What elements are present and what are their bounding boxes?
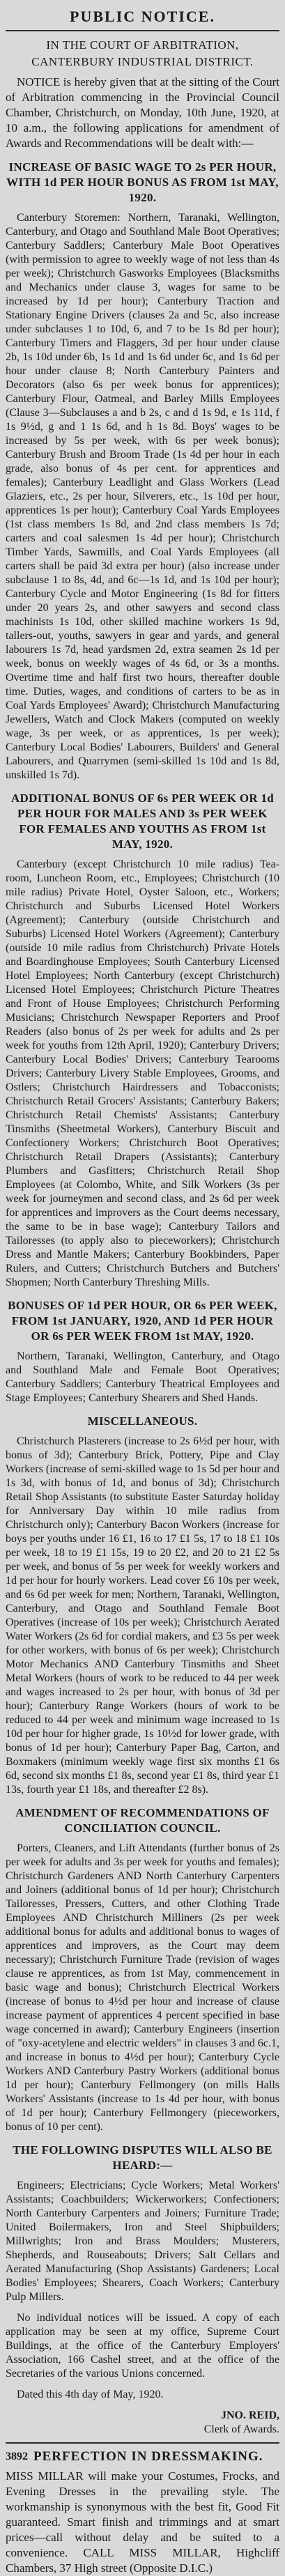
court-heading xyxy=(6,37,279,70)
advert-number: 3892 xyxy=(6,2451,28,2462)
dressmaking-advert xyxy=(6,2449,279,2576)
section-body: Northern, Taranaki, Wellington, Canterbury, and Otago and Southland Male and Female Boot Operatives; Canterbury Saddlers; Canterbury Theatrical Employees and Stage Employees; Canterbury Shearers and Shed Hands. xyxy=(6,1350,279,1404)
advert-title: PERFECTION IN DRESSMAKING. xyxy=(33,2449,263,2464)
signature-date: Dated this 4th day of May, 1920. xyxy=(17,2389,164,2400)
section-amendments xyxy=(6,1805,279,2134)
newspaper-column xyxy=(6,6,279,2575)
advert-body: MISS MILLAR will make your Costumes, Frocks, and Evening Dresses in the prevailing style. The workmanship is synonymous with the best fit, Good Fit guaranteed. Smart finish and trimmings and at smart prices—call without delay and be suited to a convenience. CALL MISS MILLAR, Highcliff Chambers, 37 High street (Opposite D.I.C.) xyxy=(6,2469,279,2575)
title-rule xyxy=(6,30,279,31)
signature-role: Clerk of Awards. xyxy=(203,2423,279,2435)
intro-paragraph: NOTICE is hereby given that at the sitting of the Court of Arbitration commencing in the Provincial Council Chamber, Christchurch, on Monday, 10th June, 1920, at 10 a.m., the following applications for amendment of Awards and Recommendations will be dealt with:— xyxy=(6,75,279,150)
section-body: Porters, Cleaners, and Lift Attendants (further bonus of 2s per week for adults and 3s per week for youths and females); Christchurch Gardeners AND North Canterbury Carpenters and Joiners (additional bonus of 1d per hour); Christchurch Tailoresses, Pressers, Cutters, and other Clothing Trade Employees AND Christchurch Milliners (2s per week additional bonus for adults and additional bonus to wages of apprentices and improvers, as the Court may deem necessary); Christchurch Furniture Trade (revision of wages clause re apprentices, as from 1st May, commencement in basic wage and bonus); Christchurch Electrical Workers (increase of bonus to 4½d per hour and increase of clause increase payment of apprentices 4 percent specified in base wage concerned in award); Canterbury Engineers (insertion of "oxy-acetylene and electric welders" in clauses 3 and 6c.1, and increase in bonus to 4½d per hour); Canterbury Cycle Workers AND Canterbury Pastry Workers (additional bonus 1d per hour); Canterbury Fellmongery (on mills Halls Workers' Assistants (increase to 1s 4d per hour, with bonus of 1d per hour); Canterbury Fellmongery (pieceworkers, bonus of 10 per cent). xyxy=(6,1842,279,2133)
signature-name: JNO. REID, xyxy=(220,2409,279,2421)
section-body: Canterbury (except Christchurch 10 mile radius) Tea-room, Luncheon Room, etc., Employees; Christchurch (10 mile radius) Private Hotel, Oyster Saloon, etc., Workers; Christchurch and Suburbs Licensed Hotel Workers (Agreement); Canterbury (outside Christchurch and Suburbs) Licensed Hotel Workers (Agreement); Canterbury (outside 10 mile radius from Christchurch) Private Hotels and Boardinghouse Employees; South Canterbury Licensed Hotel Employees; North Canterbury (except Christchurch) Licensed Hotel Employees; Christchurch Picture Theatres and Front of House Employees; Christchurch Performing Musicians; Christchurch Newspaper Reporters and Proof Readers (also bonus of 2s per week for adults and 2s per week for youths from 12th April, 1920); Canterbury Drivers; Canterbury Local Bodies' Drivers; Canterbury Tearooms Drivers; Canterbury Livery Stable Employees, Grooms, and Ostlers; Christchurch Hairdressers and Tobacconists; Christchurch Retail Grocers' Assistants; Canterbury Bakers; Christchurch Retail Chemists' Assistants; Canterbury Tinsmiths (Sheetmetal Workers), Canterbury Biscuit and Confectionery Workers; Christchurch Boot Operatives; Christchurch Retail Drapers (Assistants); Canterbury Plumbers and Gasfitters; Christchurch Retail Shop Employees (at Colombo, White, and Silk Workers (3s per week for journeymen and second class, and 2s 6d per week for apprentices and improvers as the Court deems necessary, the same to be in base wage); Canterbury Tailors and Tailoresses (to apply also to pieceworkers); Christchurch Dress and Mantle Makers; Canterbury Bookbinders, Paper Rulers, and Cutters; Christchurch Butchers and Butchers' Shopmen; North Canterbury Threshing Mills. xyxy=(6,858,279,1288)
section-body: Engineers; Electricians; Cycle Workers; Metal Workers' Assistants; Coachbuilders; Wickerworkers; Confectioners; North Canterbury Carpenters and Joiners; Furniture Trade; United Boilermakers, Iron and Steel Shipbuilders; Millwrights; Iron and Brass Moulders; Musterers, Shepherds, and Rouseabouts; Drivers; Salt Cellars and Aerated Manufacturing (Shop Assistants) Gardeners; Local Bodies' Employees; Shearers, Coach Workers; Canterbury Pulp Millers. xyxy=(6,2180,279,2303)
section-miscellaneous xyxy=(6,1414,279,1797)
section-body: Canterbury Storemen: Northern, Taranaki, Wellington, Canterbury, and Otago and Southland Male Boot Operatives; Canterbury Saddlers; Canterbury Male Boot Operatives (with permission to agree to weekly wage of not less than 4s per week); Christchurch Gasworks Employees (Blacksmiths and Mechanics under clause 3, wages for same to be increased by 1d per hour); Canterbury Traction and Stationary Engine Drivers (clauses 2a and 5c, also increase under subclauses 1 to 10d, 6, and 7 to be 1s 8d per hour); Canterbury Timers and Flaggers, 3d per hour under clause 2b, 1s 10d under 6b, 1s 1d and 1s 6d under 6c, and 1s 6d per hour under clause 8; North Canterbury Painters and Decorators (also 6s per week bonus for apprentices); Canterbury Flour, Oatmeal, and Barley Mills Employees (Clause 3—Subclauses a and b 2s, c and d 1s 9d, e 1s 11d, f 1s 9½d, g and 1 1s 6d, and h 1s 8d. Boys' wages to be increased by 5s per week, with 6s per week bonus); Canterbury Brush and Broom Trade (1s 4d per hour in each grade, also bonus of 4s per cent. for apprentices and females); Canterbury Leadlight and Glass Workers (Lead Glaziers, etc., 2s per hour, Silverers, etc., 1s 10d per hour, apprentices 1s per hour); Canterbury Coal Yards Employees (1st class members 1s 8d, and 2nd class members 1s 7d; carters and coal salesmen 1s 4d per hour); Christchurch Timber Yards, Sawmills, and Coal Yards Employees (all carters shall be paid 3d extra per hour) (also increase under subclause 1 to 8s, 4d, and 6c—1s 1d, and 1s 10d per hour); Canterbury Cycle and Motor Engineering (1s 8d for fitters under 20 years 2s, and other sawyers and second class machinists 1s 10d, other skilled machine workers 1s 9d, tallers-out, youths, sawyers in gear and yards, and general labourers 1s 7d, head yardsmen 2d, extra seamen 2s 1d per week, bonus on weekly wages of 4s 6d, or 3s a months. Overtime time and half first two hours, thereafter double time. Duties, wages, and conditions of carters to be as in Coal Yards Employees' Award); Christchurch Manufacturing Jewellers, Watch and Clock Makers (computed on weekly wage, 3s per week, or as apprentices, 1s per week); Canterbury Local Bodies' Labourers, Builders' and General Labourers, and Quarrymen (semi-skilled 1s 10d and 1s 8d, unskilled 1s 7d). xyxy=(6,212,279,781)
section-heading: AMENDMENT OF RECOMMENDATIONS OF CONCILIATION COUNCIL. xyxy=(15,1806,270,1835)
notice-title: PUBLIC NOTICE. xyxy=(70,8,215,25)
court-line-1: IN THE COURT OF ARBITRATION, xyxy=(46,38,239,52)
section-heading: THE FOLLOWING DISPUTES WILL ALSO BE HEARD:— xyxy=(13,2143,272,2172)
section-disputes xyxy=(6,2143,279,2304)
court-line-2: CANTERBURY INDUSTRIAL DISTRICT. xyxy=(31,55,254,68)
advert-header xyxy=(6,2449,279,2465)
signature-block xyxy=(6,2388,279,2437)
section-heading: INCREASE OF BASIC WAGE TO 2s PER HOUR, WITH 1d PER HOUR BONUS AS FROM 1st MAY, 1920. xyxy=(6,160,279,204)
section-additional-bonus xyxy=(6,791,279,1290)
section-basic-wage xyxy=(6,160,279,782)
section-heading: MISCELLANEOUS. xyxy=(87,1414,198,1428)
advert-rule xyxy=(6,2442,279,2444)
section-heading: ADDITIONAL BONUS OF 6s PER WEEK OR 1d PER HOUR FOR MALES AND 3s PER WEEK FOR FEMALES AND YOUTHS AS FROM 1st MAY, 1920. xyxy=(10,792,275,851)
section-bonuses xyxy=(6,1298,279,1405)
section-heading: BONUSES OF 1d PER HOUR, OR 6s PER WEEK, FROM 1st JANUARY, 1920, AND 1d PER HOUR OR 6s PER WEEK FROM 1st MAY, 1920. xyxy=(8,1299,277,1343)
closing-paragraph: No individual notices will be issued. A copy of each application may be seen at my office, Supreme Court Buildings, at the office of the Canterbury Employers' Association, 166 Cashel street, and at the office of the Secretaries of the various Unions concerned. xyxy=(6,2312,279,2380)
section-body: Christchurch Plasterers (increase to 2s 6½d per hour, with bonus of 3d); Canterbury Brick, Pottery, Pipe and Clay Workers (increase of semi-skilled wage to 1s 5d per hour and 1s 3d, with bonus of 1d, and bonus of 3d); Christchurch Retail Shop Assistants (to substitute Easter Saturday holiday for Anniversary Day within 10 mile radius from Christchurch only); Canterbury Bacon Workers (increase for boys per youths under 16 £1, 16 to 17 £1 5s, 17 to 18 £1 10s per week, 18 to 19 £1 15s, 19 to 20 £2, and 20 to 21 £2 5s per week, and bonus of 5s per week for weekly workers and 1d per hour for hourly workers. Lead cover £6 10s per week, and 6s 6d per week for men; Northern, Taranaki, Wellington, Canterbury, and Otago and Southland Female Boot Operatives (increase of 10s per week); Christchurch Aerated Water Workers (2s 6d for cordial makers, and £3 5s per week for other workers, with bonus of 6s per week); Christchurch Motor Mechanics AND Canterbury Tinsmiths and Sheet Metal Workers (hours of work to be reduced to 44 per week and wages increased to 2s per hour, with bonus of 3d per hour); Canterbury Range Workers (hours of work to be reduced to 44 per week and minimum wage increased to 1s 10d per hour for higher grade, 1s 10½d for lower grade, with bonus of 1d per hour); Canterbury Paper Bag, Carton, and Boxmakers (minimum weekly wage first six months £1 6s 6d, second six months £1 8s, second year £1 8s, third year £1 13s, fourth year £1 18s, and thereafter £2 8s). xyxy=(6,1435,279,1796)
